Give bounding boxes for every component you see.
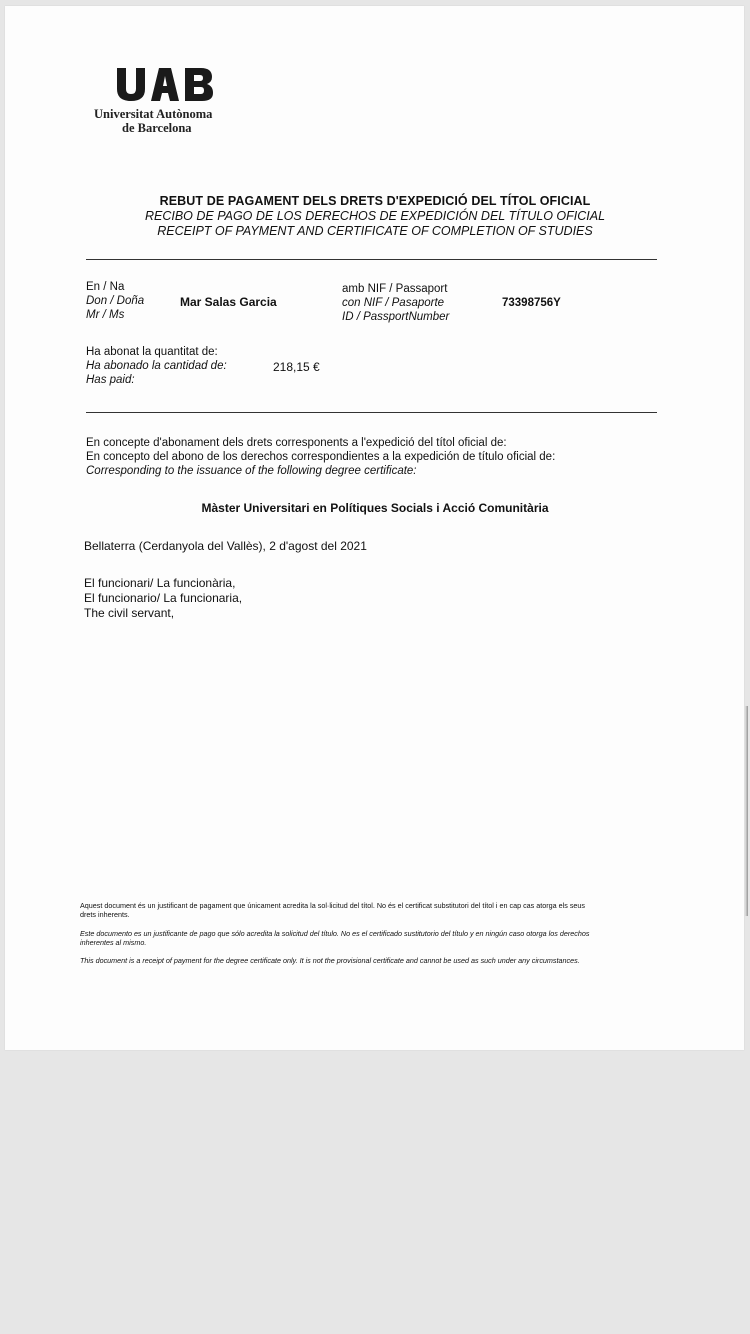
concept-ca: En concepte d'abonament dels drets corresponents a l'expedició del títol oficial de:	[86, 437, 507, 449]
title-spanish: RECIBO DE PAGO DE LOS DERECHOS DE EXPEDICIÓN DEL TÍTULO OFICIAL	[144, 209, 606, 223]
payment-labels	[86, 345, 227, 387]
footnote-ca: Aquest document és un justificant de pagament que únicament acredita la sol·licitud del títol. No és el certificat substitutori del títol i en cap cas atorga els seus drets inherents.	[80, 901, 585, 919]
id-number: 73398756Y	[502, 297, 561, 309]
degree-name: Màster Universitari en Polítiques Socials i Acció Comunitària	[201, 501, 549, 515]
holder-label-ca: En / Na	[86, 281, 125, 293]
concept-en: Corresponding to the issuance of the following degree certificate:	[86, 465, 417, 477]
logo-text-line-1: Universitat Autònoma	[94, 107, 213, 121]
document-title	[85, 194, 665, 239]
title-catalan: REBUT DE PAGAMENT DELS DRETS D'EXPEDICIÓ DEL TÍTOL OFICIAL	[159, 194, 591, 208]
id-label-es: con NIF / Pasaporte	[342, 297, 445, 309]
holder-name: Mar Salas Garcia	[180, 295, 277, 309]
divider-middle	[86, 412, 657, 413]
holder-label-en: Mr / Ms	[86, 309, 125, 321]
holder-label-es: Don / Doña	[86, 295, 145, 307]
title-english: RECEIPT OF PAYMENT AND CERTIFICATE OF COMPLETION OF STUDIES	[157, 224, 593, 238]
id-labels	[342, 282, 449, 324]
payment-amount: 218,15 €	[273, 360, 320, 374]
place-date: Bellaterra (Cerdanyola del Vallès), 2 d'agost del 2021	[84, 539, 367, 553]
concept-text	[86, 436, 555, 478]
payment-label-es: Ha abonado la cantidad de:	[86, 360, 227, 372]
uab-logo	[93, 66, 243, 135]
holder-labels	[86, 280, 144, 322]
divider-top	[86, 259, 657, 260]
payment-label-ca: Ha abonat la quantitat de:	[86, 346, 218, 358]
id-label-en: ID / PassportNumber	[342, 311, 450, 323]
signer-block	[84, 576, 242, 621]
footnote-es: Este documento es un justificante de pago que sólo acredita la solicitud del título. No es el certificado sustitutorio del título y en ningún caso otorga los derechos inherentes al mismo.	[80, 929, 590, 947]
uab-logo-mark	[115, 66, 215, 102]
concept-es: En concepto del abono de los derechos correspondientes a la expedición de título oficial de:	[86, 451, 556, 463]
signer-es: El funcionario/ La funcionaria,	[84, 591, 243, 605]
payment-label-en: Has paid:	[86, 374, 135, 386]
footnote-en: This document is a receipt of payment for the degree certificate only. It is not the provisional certificate and cannot be used as such under any circumstances.	[80, 956, 580, 965]
page-edge-shadow	[745, 706, 748, 916]
id-label-ca: amb NIF / Passaport	[342, 283, 448, 295]
signer-en: The civil servant,	[84, 606, 175, 620]
document-page	[5, 6, 744, 1050]
logo-text-line-2: de Barcelona	[122, 121, 192, 135]
signer-ca: El funcionari/ La funcionària,	[84, 576, 236, 590]
